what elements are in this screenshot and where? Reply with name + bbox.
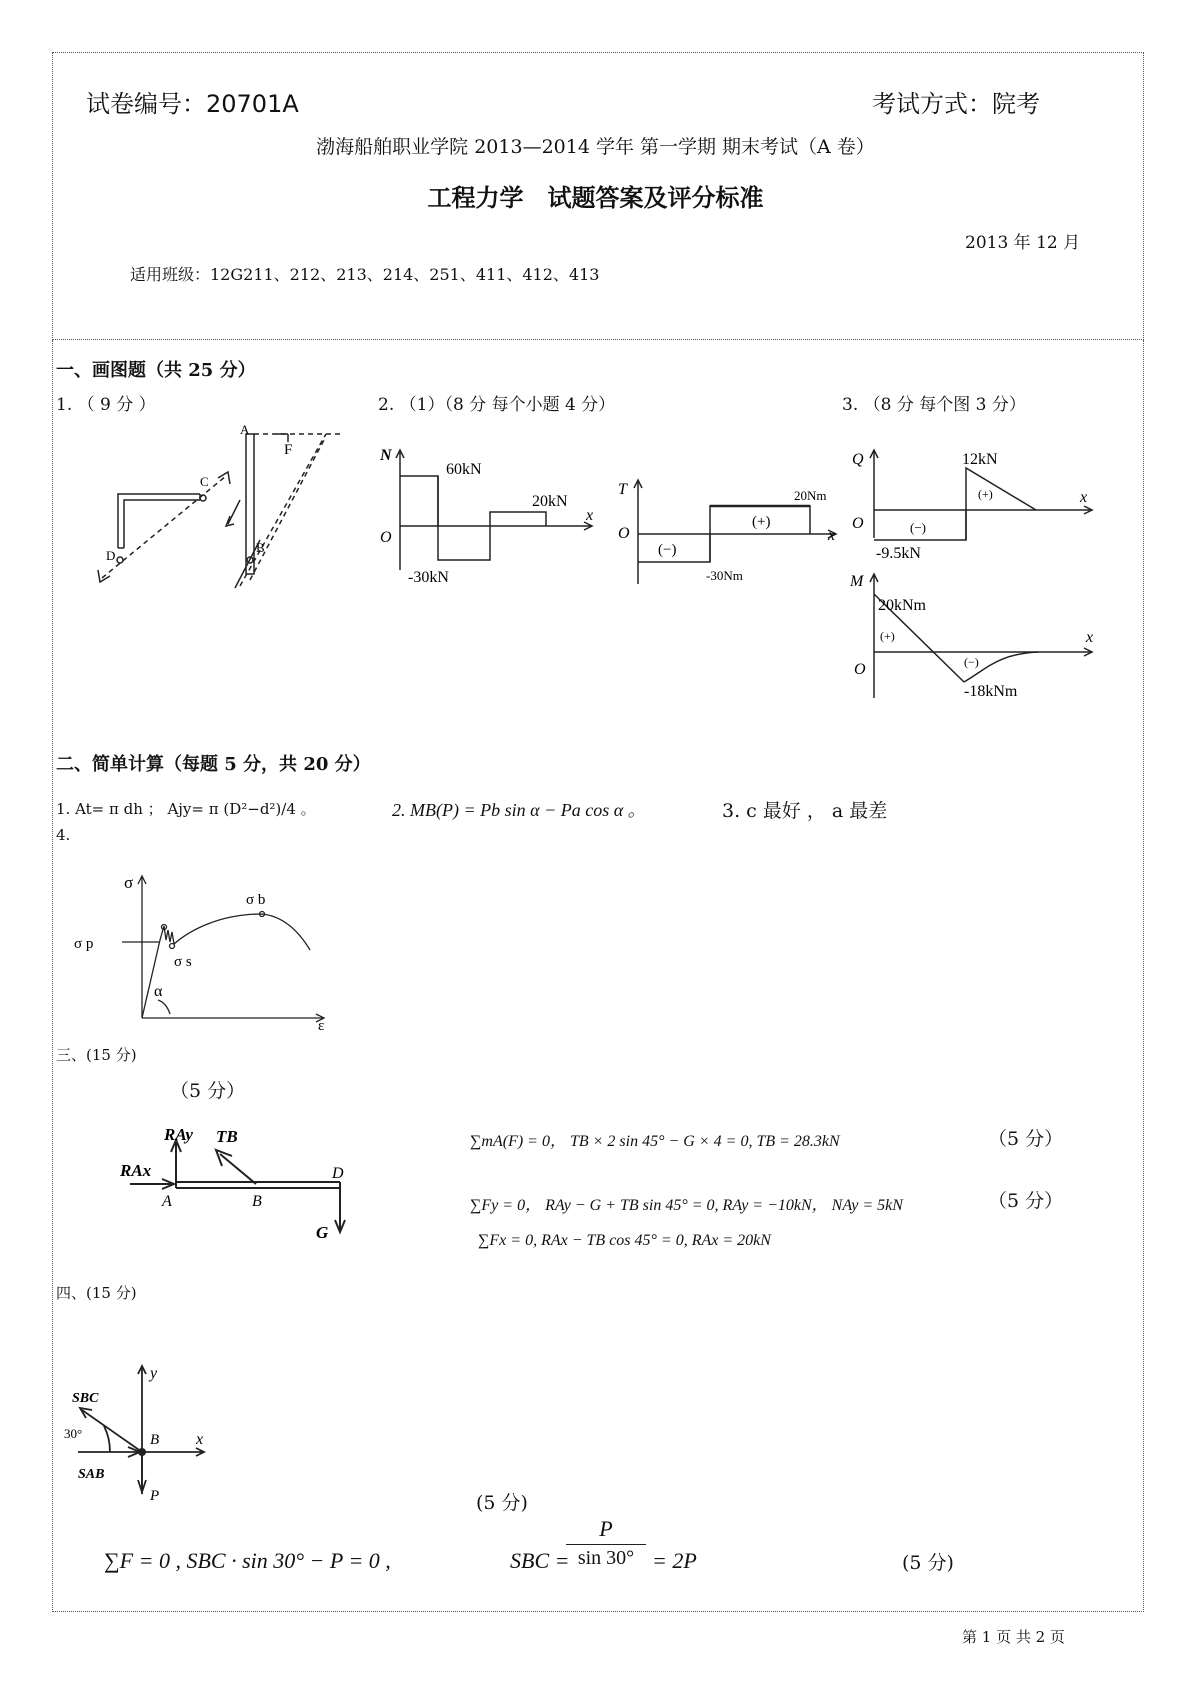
- x-axis-label: x: [1080, 489, 1088, 506]
- s4-eq-fraction: [566, 1516, 646, 1570]
- fig-stress-strain-curve: [70, 870, 340, 1030]
- x-axis-label: x: [828, 527, 836, 544]
- x-axis-label: x: [1086, 629, 1094, 646]
- angle-30deg: 30°: [64, 1426, 83, 1441]
- s2-q4: 4.: [56, 826, 71, 844]
- section2-heading: 二、简单计算（每题 5 分，共 20 分）: [56, 754, 371, 775]
- s4-eq-equilibrium: ∑F = 0 , SBC · sin 30° − P = 0 ,: [104, 1548, 391, 1573]
- label-RAy: RAy: [164, 1125, 193, 1144]
- label-SAB: SAB: [78, 1467, 105, 1482]
- s3-eq-fx: ∑Fx = 0, RAx − TB cos 45° = 0, RAx = 20kN: [478, 1232, 771, 1249]
- label-B: B: [150, 1432, 160, 1448]
- origin-label: O: [852, 515, 864, 532]
- sigma-axis-label: σ: [124, 873, 134, 892]
- exam-mode: 考试方式：院考: [872, 90, 1040, 118]
- label-G: G: [316, 1223, 329, 1242]
- page-number: 第 1 页 共 2 页: [962, 1628, 1065, 1646]
- section4-heading: 四、(15 分): [56, 1284, 137, 1302]
- label-P: P: [150, 1488, 160, 1504]
- value-20kN: 20kN: [532, 493, 568, 510]
- value-12kN: 12kN: [962, 451, 998, 468]
- value-neg30Nm: -30Nm: [706, 568, 743, 583]
- exam-date: 2013 年 12 月: [965, 233, 1081, 253]
- exam-subtitle: 渤海船舶职业学院 2013—2014 学年 第一学期 期末考试（A 卷）: [316, 136, 875, 158]
- M-axis-label: M: [850, 573, 864, 590]
- epsilon-axis-label: ε: [318, 1018, 325, 1030]
- s3-eq2-score: （5 分）: [988, 1190, 1064, 1212]
- T-axis-label: T: [618, 481, 627, 498]
- origin-label: O: [380, 529, 392, 546]
- positive-sign: (+): [752, 514, 771, 530]
- value-neg9.5kN: -9.5kN: [876, 545, 921, 562]
- s3-eq-fy: ∑Fy = 0， RAy − G + TB sin 45° = 0, RAy = −10kN， NAy = 5kN: [470, 1197, 903, 1214]
- s4-eq-result-rhs: = 2P: [652, 1548, 697, 1573]
- label-D: D: [332, 1165, 344, 1182]
- origin-label: O: [618, 525, 630, 542]
- label-F: F: [284, 442, 293, 458]
- value-neg30kN: -30kN: [408, 569, 449, 586]
- s1-q1-label: 1. （ 9 分 ）: [56, 395, 156, 415]
- value-neg18kNm: -18kNm: [964, 683, 1018, 700]
- fig-axial-force-diagram: [378, 446, 598, 596]
- s4-fbd-score: (5 分): [476, 1492, 528, 1514]
- N-axis-label: N: [380, 447, 392, 464]
- label-A: A: [162, 1193, 172, 1210]
- negative-sign: (−): [910, 520, 926, 535]
- origin-label: O: [854, 661, 866, 678]
- sigma-b-label: σ b: [246, 892, 266, 908]
- positive-sign: (+): [880, 629, 895, 643]
- value-60kN: 60kN: [446, 461, 482, 478]
- s1-q2-label: 2. （1）（8 分 每个小题 4 分）: [378, 395, 616, 415]
- positive-sign: (+): [978, 487, 993, 501]
- label-B: B: [256, 540, 265, 555]
- section1-heading: 一、画图题（共 25 分）: [56, 360, 256, 381]
- value-20kNm: 20kNm: [878, 597, 926, 614]
- Q-axis-label: Q: [852, 451, 864, 468]
- section3-heading: 三、(15 分): [56, 1046, 137, 1064]
- y-axis-label: y: [150, 1365, 158, 1382]
- label-A: A: [240, 422, 250, 437]
- s3-eq-moment: ∑mA(F) = 0， TB × 2 sin 45° − G × 4 = 0, TB = 28.3kN: [470, 1133, 840, 1150]
- s2-q2: 2. MB(P) = Pb sin α − Pa cos α 。: [392, 800, 646, 820]
- applicable-classes: 适用班级：12G211、212、213、214、251、411、412、413: [130, 265, 600, 284]
- x-axis-label: x: [586, 507, 594, 524]
- s4-eq-denominator: sin 30°: [577, 1547, 635, 1569]
- paper-number: 试卷编号：20701A: [86, 90, 299, 118]
- fig-torque-diagram: [614, 476, 844, 596]
- sigma-s-label: σ s: [174, 954, 192, 970]
- s2-q3: 3. c 最好 ， a 最差: [722, 800, 888, 822]
- s3-eq1-score: （5 分）: [988, 1128, 1064, 1150]
- s4-eq-score: (5 分): [902, 1552, 954, 1574]
- s4-eq-result-lhs: SBC =: [510, 1548, 570, 1573]
- value-20Nm: 20Nm: [794, 488, 827, 503]
- fig-bending-moment-diagram: [848, 568, 1098, 702]
- fig-joint-free-body: [58, 1360, 228, 1510]
- s1-q3-label: 3. （8 分 每个图 3 分）: [842, 395, 1026, 415]
- label-B: B: [252, 1193, 262, 1210]
- label-SBC: SBC: [72, 1391, 99, 1406]
- sigma-p-label: σ p: [74, 936, 94, 952]
- fig-two-force-members: [90, 420, 360, 600]
- exam-title: 工程力学 试题答案及评分标准: [427, 184, 764, 212]
- s2-q1: 1. At= π dh ； Ajy= π (D²−d²)/4 。: [56, 800, 316, 818]
- s4-eq-numerator: P: [566, 1516, 646, 1545]
- label-RAx: RAx: [120, 1161, 152, 1180]
- label-C: C: [200, 474, 209, 489]
- label-D: D: [106, 548, 116, 563]
- label-TB: TB: [216, 1127, 238, 1146]
- negative-sign: (−): [964, 655, 979, 669]
- fig-beam-free-body: [120, 1120, 380, 1260]
- alpha-label: α: [154, 983, 163, 1000]
- x-axis-label: x: [196, 1431, 204, 1448]
- negative-sign: (−): [658, 542, 677, 558]
- s3-fbd-score: （5 分）: [170, 1080, 246, 1102]
- fig-shear-force-diagram: [848, 446, 1098, 566]
